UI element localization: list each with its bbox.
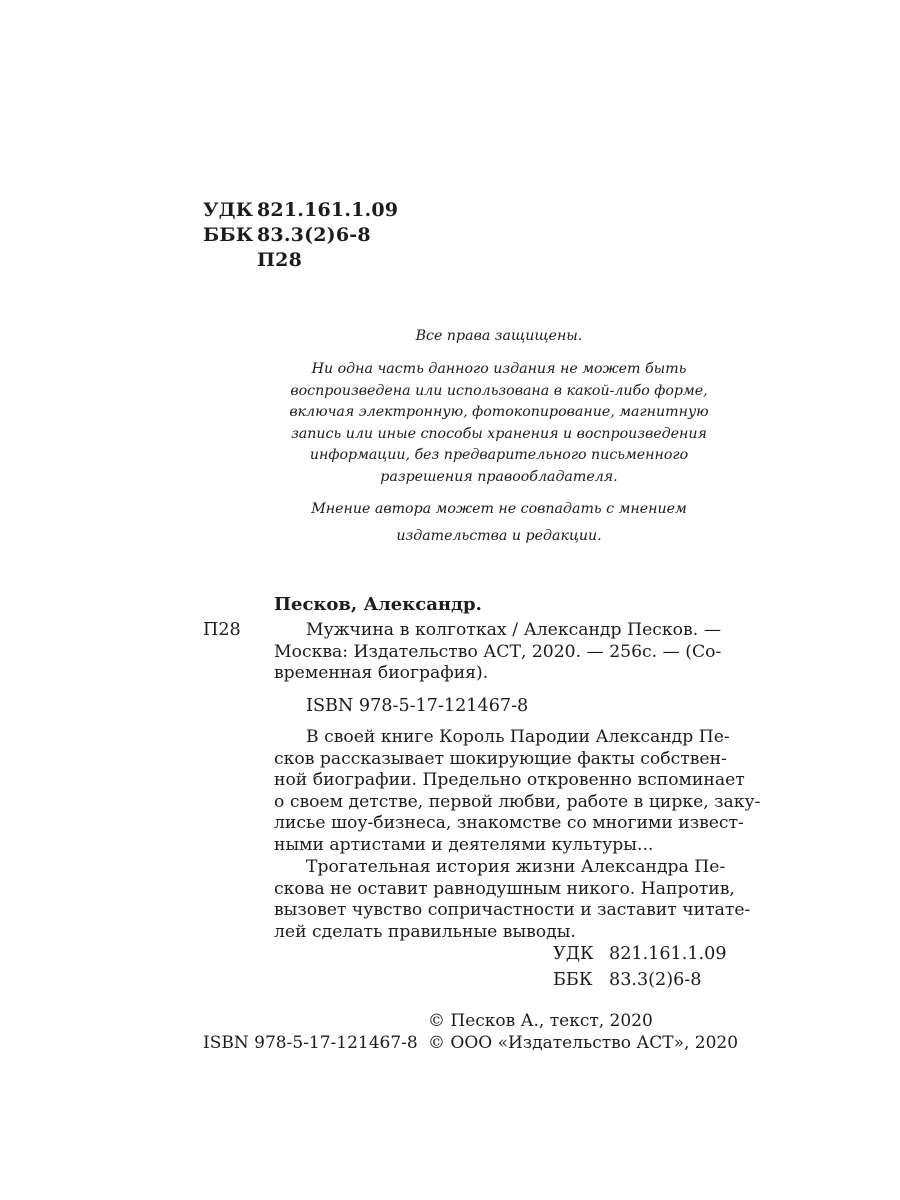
footer-isbn: ISBN 978-5-17-121467-8	[203, 1033, 418, 1053]
rights-paragraph-1	[282, 359, 716, 488]
bbk-value: 83.3(2)6-8	[257, 224, 371, 246]
catalog-title-line: Москва: Издательство АСТ, 2020. — 256с. — (Со-	[274, 641, 722, 662]
copyright-publisher: © ООО «Издательство АСТ», 2020	[428, 1033, 739, 1053]
rights-paragraph-2	[282, 496, 716, 550]
annotation-line: ной биографии. Предельно откровенно вспоминает	[274, 770, 745, 790]
udk-value: 821.161.1.09	[257, 199, 399, 221]
card-bbk-label: ББК	[553, 970, 593, 990]
catalog-title-line: Мужчина в колготках / Александр Песков. —	[306, 620, 722, 640]
annotation-paragraph-1	[274, 727, 761, 856]
rights-line: запись или иные способы хранения и воспроизведения	[291, 425, 707, 442]
annotation-line: скова не оставит равнодушным никого. Напротив,	[274, 878, 735, 899]
rights-line: издательства и редакции.	[396, 528, 602, 544]
annotation-line: ными артистами и деятелями культуры...	[274, 834, 654, 855]
annotation-line: лисье шоу-бизнеса, знакомстве со многими извест-	[274, 813, 744, 833]
rights-title-text: Все права защищены.	[415, 328, 583, 344]
rights-line: воспроизведена или использована в какой-либо форме,	[290, 382, 708, 399]
rights-line: Мнение автора может не совпадать с мнением	[311, 501, 687, 517]
udk-label: УДК	[203, 199, 254, 221]
card-bbk-value: 83.3(2)6-8	[609, 970, 702, 990]
card-udk-label: УДК	[553, 944, 594, 964]
catalog-title-block	[274, 620, 722, 685]
rights-line: информации, без предварительного письменного	[309, 447, 689, 463]
rights-line: включая электронную, фотокопирование, магнитную	[289, 404, 709, 420]
catalog-title-line: временная биография).	[274, 663, 489, 683]
copyright-author: © Песков А., текст, 2020	[428, 1011, 653, 1031]
annotation-line: Трогательная история жизни Александра Пе-	[306, 857, 726, 877]
annotation-line: В своей книге Король Пародии Александр Пе-	[306, 727, 730, 747]
annotation-line: о своем детстве, первой любви, работе в цирке, заку-	[274, 791, 761, 812]
annotation-line: вызовет чувство сопричастности и заставит читате-	[274, 900, 751, 920]
annotation-paragraph-2	[274, 857, 751, 943]
rights-line: разрешения правообладателя.	[380, 468, 618, 485]
annotation-line: сков рассказывает шокирующие факты собствен-	[274, 748, 727, 769]
catalog-author: Песков, Александр.	[274, 594, 482, 615]
annotation-line: лей сделать правильные выводы.	[274, 921, 576, 942]
rights-line: Ни одна часть данного издания не может быть	[311, 361, 687, 377]
author-mark: П28	[257, 249, 302, 271]
rights-title	[282, 326, 716, 348]
card-udk-value: 821.161.1.09	[609, 944, 727, 964]
catalog-isbn: ISBN 978-5-17-121467-8	[306, 696, 529, 716]
bbk-label: ББК	[203, 224, 254, 246]
catalog-author-mark: П28	[203, 620, 241, 640]
